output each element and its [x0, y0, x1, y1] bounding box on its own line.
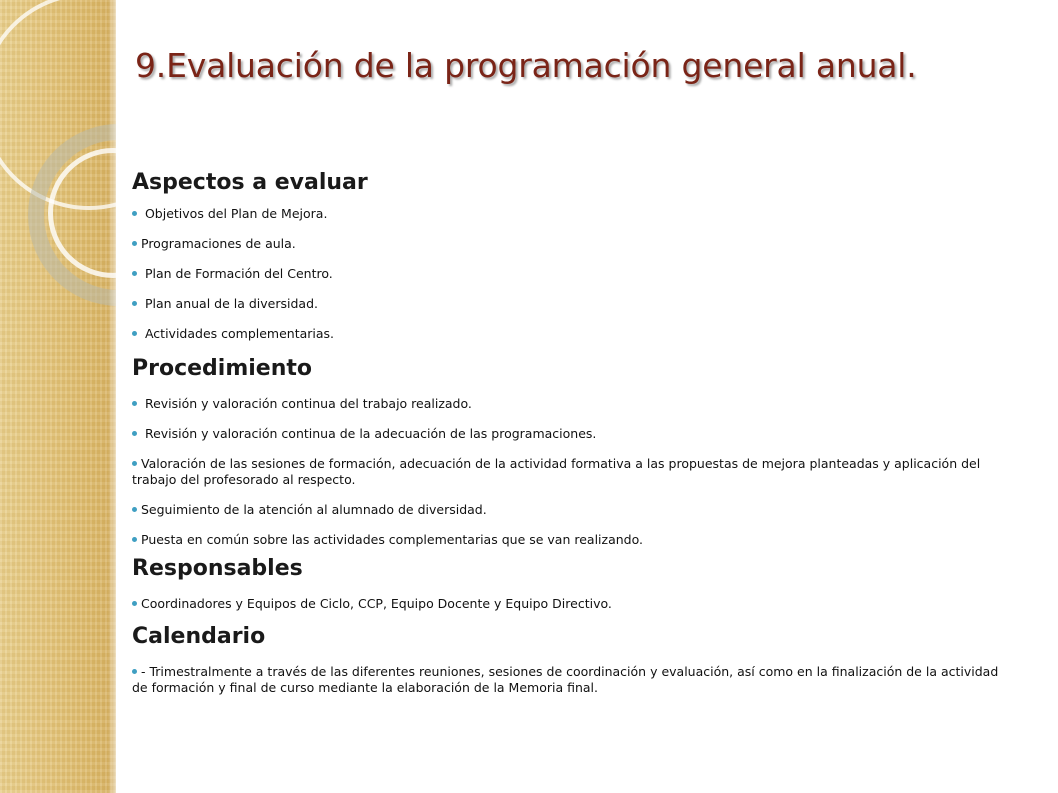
bullet-icon	[132, 401, 137, 406]
list-item: Seguimiento de la atención al alumnado de diversidad.	[132, 502, 1002, 518]
section-heading-procedimiento: Procedimiento	[132, 356, 313, 381]
list-item: Actividades complementarias.	[132, 326, 1002, 342]
list-item: Valoración de las sesiones de formación, adecuación de la actividad formativa a las propuestas de mejora planteadas y aplicación del trabajo del profesorado al respecto.	[132, 456, 981, 487]
bullet-icon	[132, 461, 137, 466]
bullet-icon	[132, 331, 137, 336]
bullet-icon	[132, 669, 137, 674]
decorative-side-strip	[0, 0, 116, 793]
section-heading-calendario: Calendario	[132, 624, 266, 649]
list-item: Programaciones de aula.	[132, 236, 1002, 252]
bullet-icon	[132, 211, 137, 216]
slide-content	[132, 168, 1002, 696]
bullet-icon	[132, 431, 137, 436]
bullet-icon	[132, 537, 137, 542]
strip-edge	[108, 0, 116, 793]
bullet-icon	[132, 241, 137, 246]
list-calendario	[132, 664, 1002, 696]
list-item: Plan anual de la diversidad.	[132, 296, 1002, 312]
bullet-icon	[132, 271, 137, 276]
section-heading-responsables: Responsables	[132, 556, 303, 581]
list-responsables	[132, 596, 1002, 612]
list-item: Revisión y valoración continua del trabajo realizado.	[132, 396, 1002, 412]
list-procedimiento	[132, 396, 1002, 548]
list-item: Plan de Formación del Centro.	[132, 266, 1002, 282]
bullet-icon	[132, 507, 137, 512]
list-item: Puesta en común sobre las actividades complementarias que se van realizando.	[132, 532, 1002, 548]
list-item: Objetivos del Plan de Mejora.	[132, 206, 1002, 222]
list-item: Coordinadores y Equipos de Ciclo, CCP, Equipo Docente y Equipo Directivo.	[132, 596, 1002, 612]
list-aspectos	[132, 206, 1002, 342]
section-heading-aspectos: Aspectos a evaluar	[132, 170, 368, 195]
bullet-icon	[132, 601, 137, 606]
list-item: - Trimestralmente a través de las diferentes reuniones, sesiones de coordinación y evaluación, así como en la finalización de la actividad de formación y final de curso mediante la elaboración de la Memoria final.	[132, 664, 999, 695]
slide-title: 9.Evaluación de la programación general anual.	[135, 46, 917, 85]
bullet-icon	[132, 301, 137, 306]
list-item: Revisión y valoración continua de la adecuación de las programaciones.	[132, 426, 1002, 442]
